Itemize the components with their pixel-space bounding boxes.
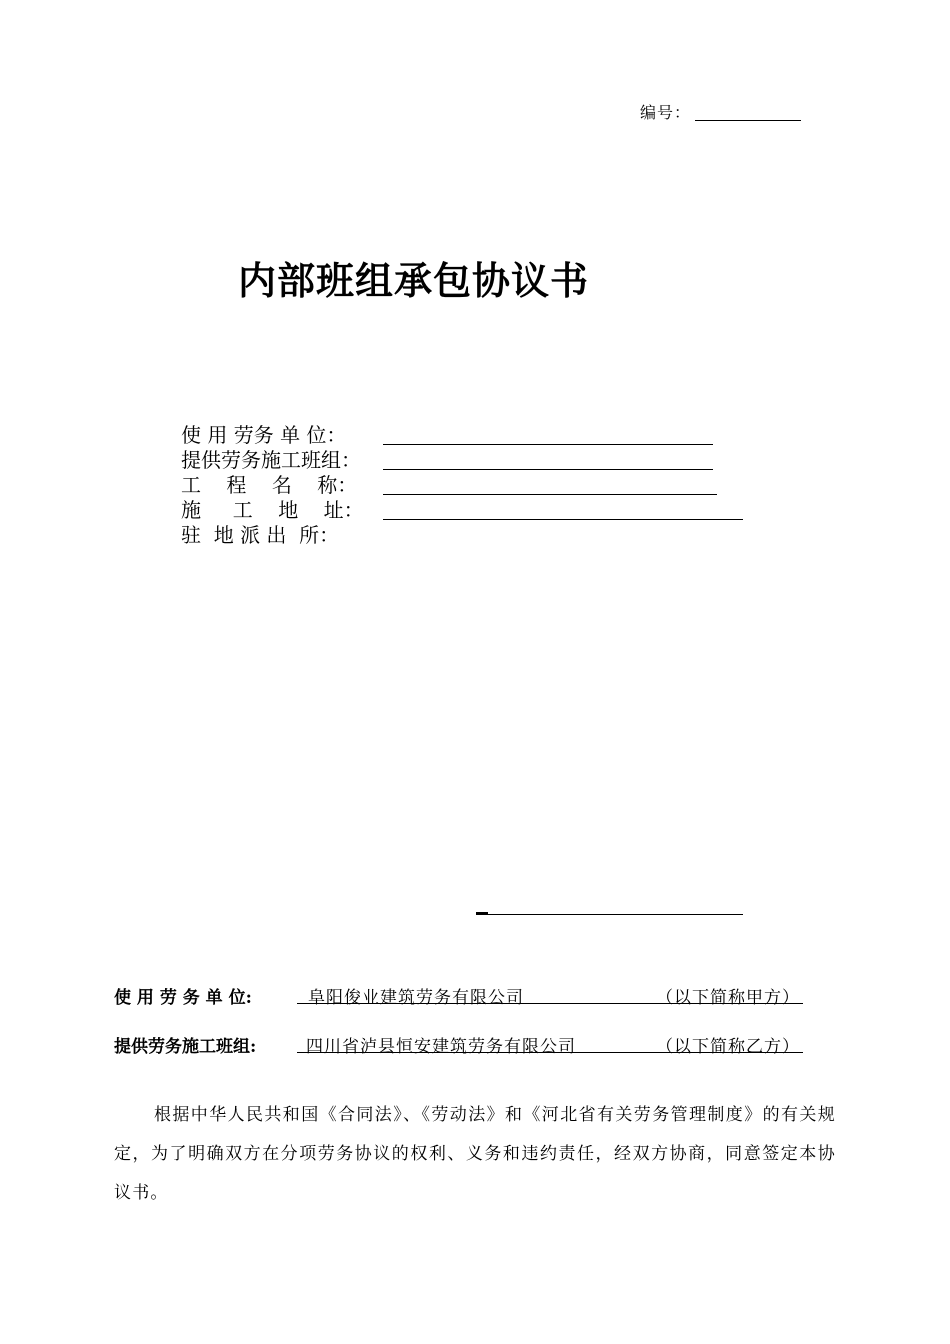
party-contractor-alias: （以下简称乙方） <box>656 1037 800 1057</box>
cover-field-project-blank <box>383 494 717 495</box>
serial-number-label: 编号： <box>640 103 692 122</box>
cover-field-label: 工 程 名 称： <box>181 473 358 497</box>
cover-field-team-blank <box>383 469 713 470</box>
cover-field-label: 施 工 地 址： <box>181 498 364 522</box>
cover-field-police-station <box>181 523 381 548</box>
signature-line <box>476 914 743 915</box>
cover-field-employer-blank <box>383 444 713 445</box>
party-employer-label: 使 用 劳 务 单 位: <box>114 988 252 1008</box>
cover-field-employer <box>181 423 381 448</box>
party-contractor-label: 提供劳务施工班组: <box>114 1037 257 1057</box>
cover-field-team <box>181 448 381 473</box>
party-employer-name: 阜阳俊业建筑劳务有限公司 <box>308 988 524 1008</box>
cover-field-address-blank <box>383 519 743 520</box>
party-contractor-underline <box>297 1052 803 1053</box>
cover-field-label: 驻 地 派 出 所： <box>181 523 340 547</box>
document-title: 内部班组承包协议书 <box>238 259 590 303</box>
cover-field-label: 提供劳务施工班组： <box>181 448 361 472</box>
preamble-paragraph: 根据中华人民共和国《合同法》、《劳动法》和《河北省有关劳务管理制度》的有关规定，为了明确双方在分项劳务协议的权利、义务和违约责任，经双方协商，同意签定本协议书。 <box>114 1105 836 1203</box>
signature-line-mark <box>476 912 488 914</box>
cover-field-address <box>181 498 381 523</box>
serial-number-blank <box>695 120 801 121</box>
cover-field-project <box>181 473 381 498</box>
cover-field-label: 使 用 劳务 单 位： <box>181 423 347 447</box>
party-employer-alias: （以下简称甲方） <box>656 988 800 1008</box>
party-employer-underline <box>297 1003 803 1004</box>
party-contractor-name: 四川省泸县恒安建筑劳务有限公司 <box>306 1037 576 1057</box>
